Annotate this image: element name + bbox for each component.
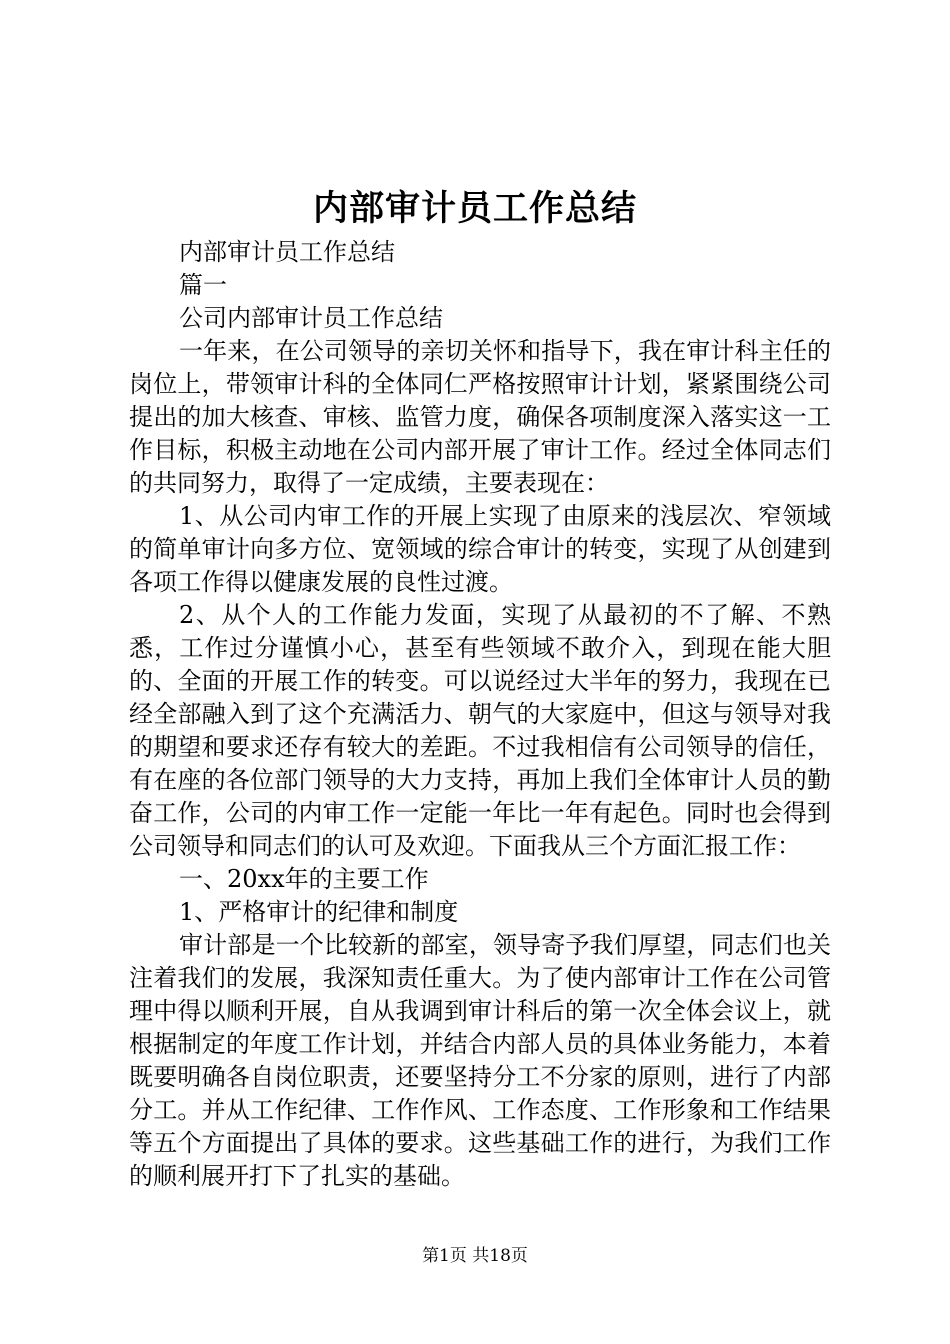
paragraph-subheading: 1、严格审计的纪律和制度 xyxy=(179,898,459,926)
page-number: 第1页 共18页 xyxy=(422,1246,528,1266)
paragraph-point-1: 1、从公司内审工作的开展上实现了由原来的浅层次、窄领域的简单审计向多方位、宽领域的综合审计的转变，实现了从创建到各项工作得以健康发展的良性过渡。 xyxy=(129,502,831,596)
paragraph-detail: 审计部是一个比较新的部室，领导寄予我们厚望，同志们也关注着我们的发展，我深知责任重大。为了使内部审计工作在公司管理中得以顺利开展，自从我调到审计科后的第一次全体会议上，就根据制定的年度工作计划，并结合内部人员的具体业务能力，本着既要明确各自岗位职责，还要坚持分工不分家的原则，进行了内部分工。并从工作纪律、工作作风、工作态度、工作形象和工作结果等五个方面提出了具体的要求。这些基础工作的进行，为我们工作的顺利展开打下了扎实的基础。 xyxy=(129,931,831,1190)
paragraph-section-label: 篇一 xyxy=(179,271,227,299)
paragraph-subtitle: 内部审计员工作总结 xyxy=(179,238,395,266)
paragraph-intro: 一年来，在公司领导的亲切关怀和指导下，我在审计科主任的岗位上，带领审计科的全体同仁严格按照审计计划，紧紧围绕公司提出的加大核查、审核、监管力度，确保各项制度深入落实这一工作目标，积极主动地在公司内部开展了审计工作。经过全体同志们的共同努力，取得了一定成绩，主要表现在： xyxy=(129,337,831,497)
paragraph-section-heading: 一、20xx年的主要工作 xyxy=(179,865,429,893)
document-title: 内部审计员工作总结 xyxy=(312,188,637,229)
document-body xyxy=(129,236,831,1193)
paragraph-point-2: 2、从个人的工作能力发面，实现了从最初的不了解、不熟悉，工作过分谨慎小心，甚至有些领域不敢介入，到现在能大胆的、全面的开展工作的转变。可以说经过大半年的努力，我现在已经全部融入到了这个充满活力、朝气的大家庭中，但这与领导对我的期望和要求还存有较大的差距。不过我相信有公司领导的信任，有在座的各位部门领导的大力支持，再加上我们全体审计人员的勤奋工作，公司的内审工作一定能一年比一年有起色。同时也会得到公司领导和同志们的认可及欢迎。下面我从三个方面汇报工作： xyxy=(129,601,831,860)
paragraph-heading: 公司内部审计员工作总结 xyxy=(179,304,443,332)
